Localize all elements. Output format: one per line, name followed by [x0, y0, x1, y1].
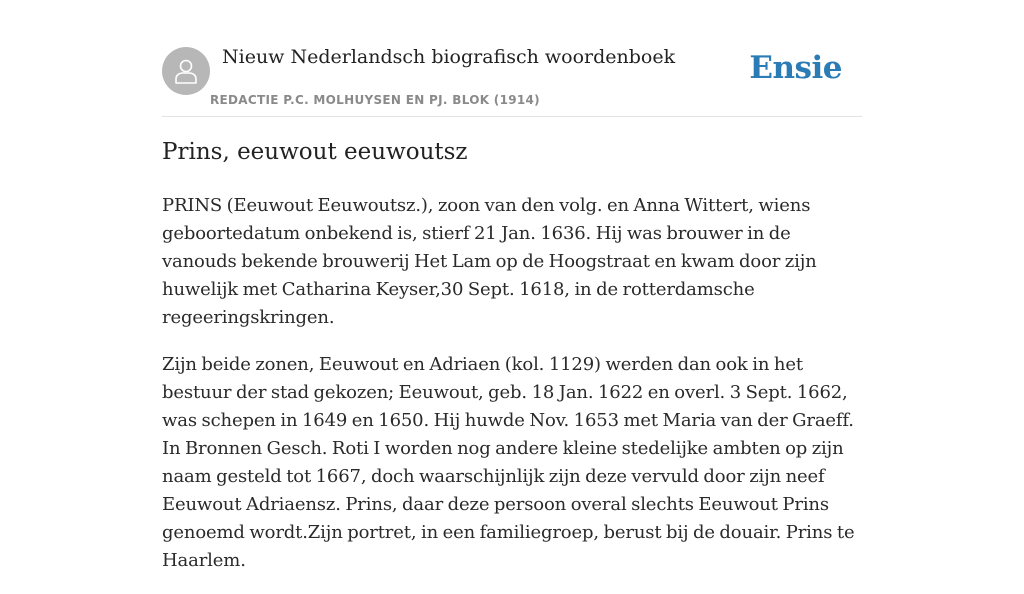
entry-paragraph: Zijn beide zonen, Eeuwout en Adriaen (kol. 1129) werden dan ook in het bestuur der stad gekozen; Eeuwout, geb. 18 Jan. 1622 en overl. 3 Sept. 1662, was schepen in 1649 en 1650. Hij huwde Nov. 1653 met Maria van der Graeff. In Bronnen Gesch. Roti I worden nog andere kleine stedelijke ambten op zijn naam gesteld tot 1667, doch waarschijnlijk zijn deze vervuld door zijn neef Eeuwout Adriaensz. Prins, daar deze persoon overal slechts Eeuwout Prins genoemd wordt.Zijn portret, in een familiegroep, berust bij de douair. Prins te Haarlem.: [162, 354, 855, 571]
user-silhouette-icon: [173, 57, 199, 85]
entry-body: [162, 192, 862, 594]
ensie-logo[interactable]: Ensie: [749, 50, 842, 86]
entry-paragraph: PRINS (Eeuwout Eeuwoutsz.), zoon van den volg. en Anna Wittert, wiens geboortedatum onbekend is, stierf 21 Jan. 1636. Hij was brouwer in de vanouds bekende brouwerij Het Lam op de Hoogstraat en kwam door zijn huwelijk met Catharina Keyser,30 Sept. 1618, in de rotterdamsche regeeringskringen.: [162, 195, 817, 328]
author-avatar[interactable]: [162, 47, 210, 95]
book-header: [162, 44, 862, 117]
book-title[interactable]: Nieuw Nederlandsch biografisch woordenboek: [222, 46, 676, 68]
book-editors: REDACTIE P.C. MOLHUYSEN EN PJ. BLOK (1914): [210, 93, 540, 107]
entry-title: Prins, eeuwout eeuwoutsz: [162, 139, 468, 165]
